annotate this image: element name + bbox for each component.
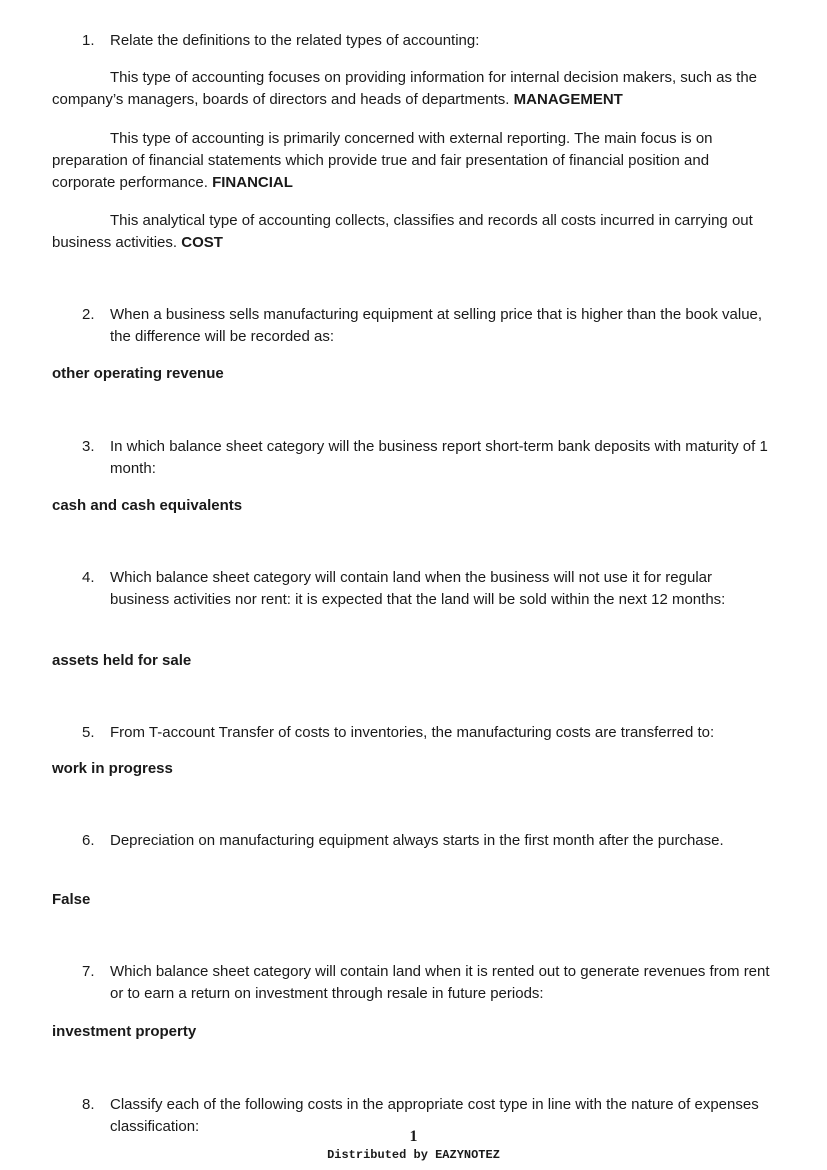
question-text: Depreciation on manufacturing equipment always starts in the first month after the purchase. [110, 832, 724, 849]
answer-3: cash and cash equivalents [52, 497, 243, 514]
question-number: 6. [82, 832, 95, 849]
definition-1 [52, 67, 776, 111]
definition-answer: MANAGEMENT [513, 91, 623, 108]
answer-6: False [52, 891, 91, 908]
definition-3 [52, 210, 776, 254]
answer-4: assets held for sale [52, 652, 192, 669]
question-number: 2. [82, 306, 95, 323]
definition-answer: FINANCIAL [212, 174, 293, 191]
question-number: 5. [82, 724, 95, 741]
question-3 [82, 436, 772, 480]
answer-7: investment property [52, 1023, 197, 1040]
answer-5: work in progress [52, 760, 173, 777]
definition-2 [52, 128, 776, 194]
answer-2: other operating revenue [52, 365, 224, 382]
question-number: 7. [82, 963, 95, 980]
question-text: Classify each of the following costs in the appropriate cost type in line with the nature of expenses classification: [110, 1096, 759, 1135]
definition-text: This type of accounting is primarily concerned with external reporting. The main focus is on preparation of financial statements which provide true and fair presentation of financial position and corporate performance. [52, 130, 713, 191]
page-number: 1 [409, 1128, 418, 1145]
distributor-footer: Distributed by EAZYNOTEZ [327, 1148, 500, 1162]
question-text: Which balance sheet category will contain land when the business will not use it for regular business activities nor rent: it is expected that the land will be sold within the next 12 months: [110, 569, 726, 608]
question-2 [82, 304, 772, 348]
definition-answer: COST [181, 234, 223, 251]
question-6 [82, 830, 772, 852]
question-number: 3. [82, 438, 95, 455]
definition-text: This analytical type of accounting collects, classifies and records all costs incurred in carrying out business activities. [52, 212, 753, 251]
question-5 [82, 722, 772, 744]
question-7 [82, 961, 772, 1005]
question-text: When a business sells manufacturing equipment at selling price that is higher than the book value, the difference will be recorded as: [110, 306, 763, 345]
question-number: 1. [82, 32, 95, 49]
question-number: 8. [82, 1096, 95, 1113]
question-number: 4. [82, 569, 95, 586]
question-text: Relate the definitions to the related types of accounting: [110, 32, 480, 49]
question-1 [82, 30, 772, 52]
question-text: Which balance sheet category will contain land when it is rented out to generate revenues from rent or to earn a return on investment through resale in future periods: [110, 963, 770, 1002]
question-text: From T-account Transfer of costs to inventories, the manufacturing costs are transferred to: [110, 724, 715, 741]
question-4 [82, 567, 772, 611]
question-text: In which balance sheet category will the business report short-term bank deposits with maturity of 1 month: [110, 438, 768, 477]
definition-text: This type of accounting focuses on providing information for internal decision makers, such as the company’s managers, boards of directors and heads of departments. [52, 69, 758, 108]
